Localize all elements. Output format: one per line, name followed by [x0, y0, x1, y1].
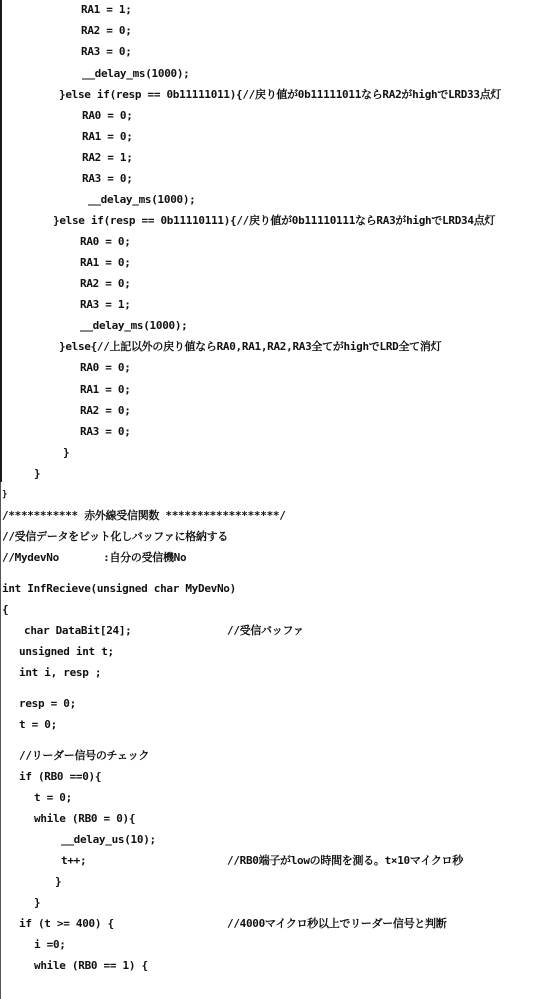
code-line: RA1 = 1;: [81, 3, 132, 16]
code-line: }: [34, 896, 41, 909]
code-line: RA0 = 0;: [80, 235, 131, 248]
left-margin-rule: [0, 0, 2, 482]
code-line: t = 0;: [19, 718, 57, 731]
code-line: char DataBit[24];: [24, 624, 132, 637]
code-line: __delay_ms(1000);: [82, 67, 190, 80]
code-line: if (t >= 400) {: [19, 917, 114, 930]
code-line: RA2 = 0;: [80, 404, 131, 417]
code-line: while (RB0 == 1) {: [34, 959, 148, 972]
code-line: RA3 = 0;: [81, 45, 132, 58]
code-line: t = 0;: [34, 791, 72, 804]
code-line: }else{//上記以外の戻り値ならRA0,RA1,RA2,RA3全てがhighでLRD全て消灯: [59, 340, 442, 353]
code-line: RA1 = 0;: [80, 383, 131, 396]
code-line: RA0 = 0;: [80, 361, 131, 374]
code-line: }: [55, 875, 62, 888]
code-comment: //RB0端子がlowの時間を測る。t×10マイクロ秒: [227, 854, 463, 867]
code-line: {: [2, 603, 9, 616]
code-line: /*********** 赤外線受信関数 ******************/: [2, 509, 286, 522]
code-line: __delay_ms(1000);: [80, 319, 188, 332]
code-line: }else if(resp == 0b11110111){//戻り値が0b11110111ならRA3がhighでLRD34点灯: [53, 214, 496, 227]
left-margin-rule-lower: [0, 482, 1, 999]
code-line: RA1 = 0;: [82, 130, 133, 143]
code-line: resp = 0;: [19, 697, 76, 710]
code-line: int i, resp ;: [19, 666, 102, 679]
code-line: //リーダー信号のチェック: [19, 749, 150, 762]
code-line: //受信データをビット化しバッファに格納する: [2, 530, 228, 543]
code-line: //MydevNo :自分の受信機No: [2, 551, 187, 564]
code-line: RA2 = 0;: [80, 277, 131, 290]
code-line: }else if(resp == 0b11111011){//戻り値が0b11111011ならRA2がhighでLRD33点灯: [59, 88, 502, 101]
code-line: RA1 = 0;: [80, 256, 131, 269]
code-line: RA0 = 0;: [82, 109, 133, 122]
code-line: RA3 = 1;: [80, 298, 131, 311]
code-line: t++;: [61, 854, 87, 867]
code-comment: //4000マイクロ秒以上でリーダー信号と判断: [227, 917, 447, 930]
code-line: __delay_us(10);: [61, 833, 156, 846]
code-line: }: [63, 446, 70, 459]
code-line: }: [2, 490, 8, 500]
code-line: i =0;: [34, 938, 66, 951]
code-comment: //受信バッファ: [227, 624, 304, 637]
code-line: unsigned int t;: [19, 645, 114, 658]
code-line: int InfRecieve(unsigned char MyDevNo): [2, 582, 236, 595]
code-line: RA3 = 0;: [80, 425, 131, 438]
code-line: if (RB0 ==0){: [19, 770, 102, 783]
code-line: }: [34, 467, 41, 480]
code-line: while (RB0 = 0){: [34, 812, 136, 825]
code-line: RA2 = 0;: [81, 24, 132, 37]
code-line: RA3 = 0;: [82, 172, 133, 185]
code-line: __delay_ms(1000);: [88, 193, 196, 206]
code-line: RA2 = 1;: [82, 151, 133, 164]
